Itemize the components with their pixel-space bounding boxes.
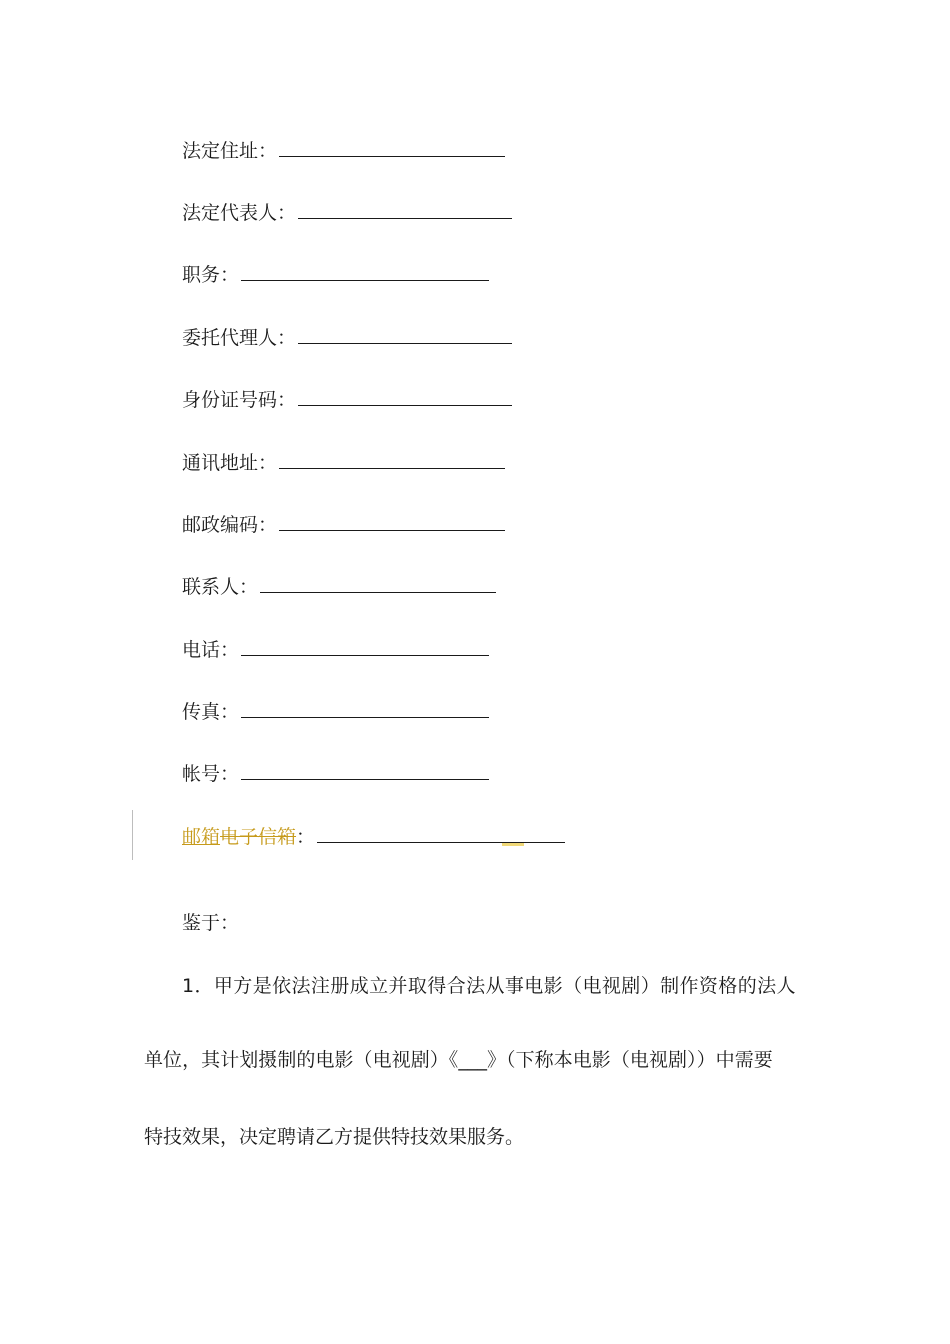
- field-legal-representative: [182, 200, 512, 226]
- field-label: 身份证号码: [182, 389, 278, 411]
- field-fax: [182, 699, 489, 725]
- fill-in-blank[interactable]: [317, 824, 565, 843]
- field-colon: ：: [220, 701, 240, 723]
- field-colon: ：: [277, 202, 297, 224]
- field-label: 职务: [182, 264, 221, 286]
- clause-1-line-3: 特技效果，决定聘请乙方提供特技效果服务。: [144, 1126, 525, 1148]
- field-colon: ：: [258, 514, 278, 536]
- fill-in-blank[interactable]: [298, 200, 512, 219]
- field-label: 法定代表人: [182, 202, 278, 224]
- fill-in-blank[interactable]: [260, 574, 496, 593]
- field-label: 邮政编码: [182, 514, 259, 536]
- fill-in-blank[interactable]: [241, 637, 489, 656]
- field-label: 传真: [182, 701, 221, 723]
- fill-in-blank[interactable]: [298, 387, 512, 406]
- field-authorized-agent: [182, 325, 512, 351]
- field-legal-address: [182, 138, 505, 164]
- field-label: 法定住址: [182, 140, 259, 162]
- field-mailing-address: [182, 450, 505, 476]
- field-colon: ：: [220, 639, 240, 661]
- fill-in-blank[interactable]: [298, 325, 512, 344]
- whereas-heading: 鉴于：: [182, 912, 240, 934]
- field-label: 联系人: [182, 576, 240, 598]
- field-label: 电话: [182, 639, 221, 661]
- fill-in-blank[interactable]: [279, 512, 505, 531]
- field-label: 帐号: [182, 763, 221, 785]
- fill-in-blank[interactable]: [279, 138, 505, 157]
- field-contact-person: [182, 574, 496, 600]
- fill-in-blank[interactable]: [241, 262, 489, 281]
- field-telephone: [182, 637, 489, 663]
- fill-in-blank[interactable]: [241, 761, 489, 780]
- field-colon: ：: [258, 452, 278, 474]
- field-account-number: [182, 761, 489, 787]
- field-colon: ：: [220, 763, 240, 785]
- field-colon: ：: [239, 576, 259, 598]
- clause-1-line-2: 单位，其计划摄制的电影（电视剧）《___》（下称本电影（电视剧））中需要: [144, 1049, 773, 1071]
- fill-in-blank[interactable]: [241, 699, 489, 718]
- field-label: 通讯地址: [182, 452, 259, 474]
- field-colon: ：: [277, 327, 297, 349]
- field-colon: ：: [220, 264, 240, 286]
- field-colon: ：: [277, 389, 297, 411]
- field-email: [182, 824, 565, 850]
- clause-1-line-1: 1．甲方是依法注册成立并取得合法从事电影（电视剧）制作资格的法人: [182, 975, 796, 997]
- tracked-deletion: 电子信箱: [220, 826, 297, 848]
- field-colon: ：: [296, 826, 316, 848]
- fill-in-blank[interactable]: [279, 450, 505, 469]
- field-postal-code: [182, 512, 505, 538]
- field-id-number: [182, 387, 512, 413]
- tracked-insertion: 邮箱: [182, 826, 221, 848]
- tracked-change-bar: [132, 810, 133, 860]
- tracked-highlight-mark: [502, 843, 524, 846]
- field-position: [182, 262, 489, 288]
- field-label: 委托代理人: [182, 327, 278, 349]
- field-colon: ：: [258, 140, 278, 162]
